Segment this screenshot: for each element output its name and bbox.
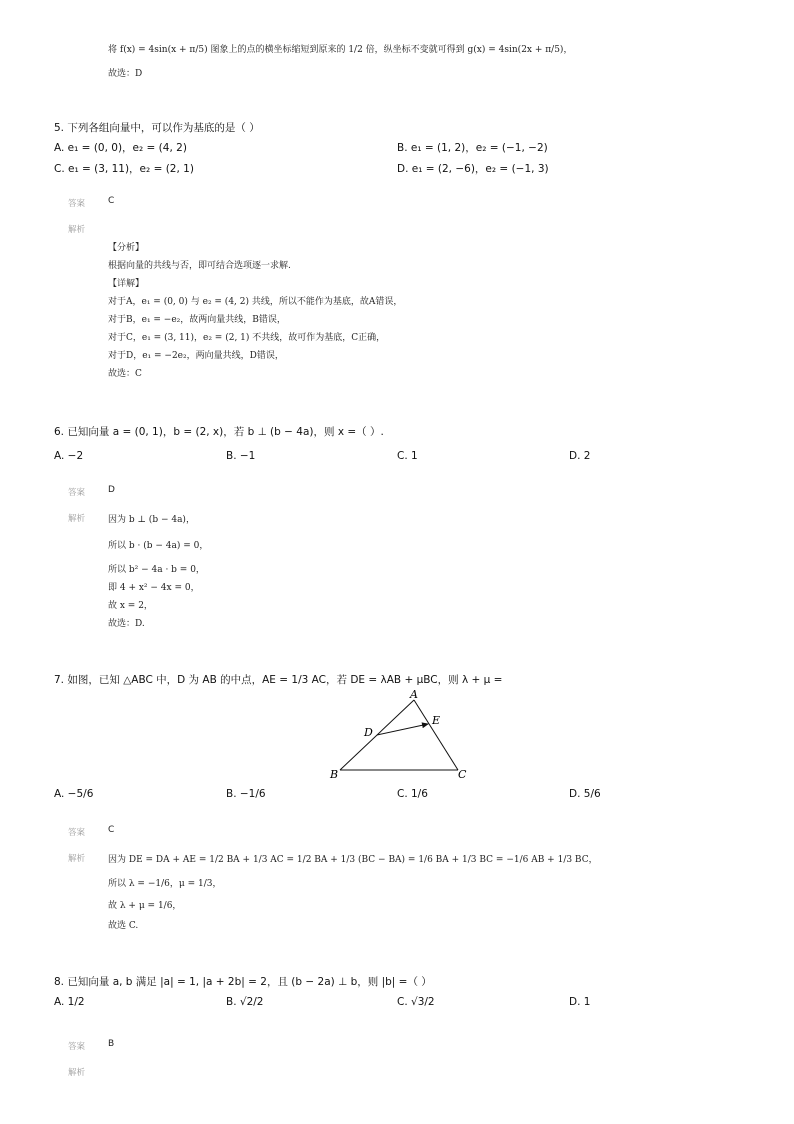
q6-option-c: C. 1 — [397, 450, 418, 462]
q7-analysis-line: 故 λ + μ = 1/6， — [108, 901, 182, 911]
q5-analysis-line: 对于D，e₁ = −2e₂，两向量共线，D错误， — [108, 351, 284, 361]
q6-analysis-line: 所以 b · (b − 4a) = 0， — [108, 541, 209, 551]
q7-option-d: D. 5/6 — [569, 788, 601, 800]
prev-solution-line-1: 将 f(x) = 4sin(x + π/5) 图象上的点的横坐标缩短到原来的 1/2 倍，纵坐标不变就可得到 g(x) = 4sin(2x + π/5)， — [108, 45, 573, 55]
q5-option-d: D. e₁ = (2, −6)，e₂ = (−1, 3) — [397, 163, 549, 175]
vector-de — [377, 724, 428, 735]
q5-analysis-line: 对于A，e₁ = (0, 0) 与 e₂ = (4, 2) 共线，所以不能作为基底，故A错误， — [108, 297, 403, 307]
q8-analysis-label: 解析 — [68, 1068, 86, 1078]
q5-option-c: C. e₁ = (3, 11)，e₂ = (2, 1) — [54, 163, 194, 175]
q7-analysis-line: 所以 λ = −1/6，μ = 1/3， — [108, 879, 222, 889]
q5-analysis-line: 【分析】 — [108, 243, 145, 253]
side-ac — [414, 700, 458, 770]
q8-option-b: B. √2/2 — [226, 996, 264, 1008]
q6-answer-label: 答案 — [68, 488, 86, 498]
q5-analysis-line: 根据向量的共线与否，即可结合选项逐一求解. — [108, 261, 291, 271]
point-label-d: D — [364, 726, 373, 739]
q6-option-a: A. −2 — [54, 450, 84, 462]
q6-analysis-line: 所以 b² − 4a · b = 0， — [108, 565, 205, 575]
q8-option-a: A. 1/2 — [54, 996, 85, 1008]
q8-stem: 8. 已知向量 a, b 满足 |a| = 1, |a + 2b| = 2，且 (b − 2a) ⊥ b，则 |b| =（ ） — [54, 976, 432, 988]
q6-option-d: D. 2 — [569, 450, 591, 462]
q7-analysis-line: 故选 C. — [108, 921, 139, 931]
q5-answer-label: 答案 — [68, 199, 86, 209]
q8-answer-value: B — [108, 1039, 115, 1049]
q6-analysis-line: 即 4 + x² − 4x = 0， — [108, 583, 200, 593]
q7-answer-label: 答案 — [68, 828, 86, 838]
q5-analysis-line: 【详解】 — [108, 279, 145, 289]
triangle-figure — [320, 688, 480, 784]
q5-answer-value: C — [108, 196, 115, 206]
q6-analysis-line: 故选：D. — [108, 619, 145, 629]
vertex-label-a: A — [410, 688, 418, 701]
q8-option-c: C. √3/2 — [397, 996, 435, 1008]
q6-answer-value: D — [108, 485, 115, 495]
q5-option-b: B. e₁ = (1, 2)，e₂ = (−1, −2) — [397, 142, 548, 154]
q5-stem: 5. 下列各组向量中，可以作为基底的是（ ） — [54, 122, 260, 134]
q7-option-a: A. −5/6 — [54, 788, 94, 800]
point-label-e: E — [432, 714, 441, 727]
q7-option-b: B. −1/6 — [226, 788, 266, 800]
q5-analysis-line: 对于C，e₁ = (3, 11)，e₂ = (2, 1) 不共线，故可作为基底，C正确， — [108, 333, 386, 343]
q8-answer-label: 答案 — [68, 1042, 86, 1052]
q7-analysis-line: 因为 DE = DA + AE = 1/2 BA + 1/3 AC = 1/2 BA + 1/3 (BC − BA) = 1/6 BA + 1/3 BC = −1/6 AB + 1/3 BC， — [108, 855, 598, 865]
q6-stem: 6. 已知向量 a = (0, 1)，b = (2, x)，若 b ⊥ (b − 4a)，则 x =（ ）. — [54, 426, 384, 438]
q8-option-d: D. 1 — [569, 996, 591, 1008]
q5-option-a: A. e₁ = (0, 0)，e₂ = (4, 2) — [54, 142, 187, 154]
q7-option-c: C. 1/6 — [397, 788, 428, 800]
q6-analysis-line: 故 x = 2， — [108, 601, 153, 611]
q5-analysis-line: 故选：C — [108, 369, 142, 379]
q6-analysis-label: 解析 — [68, 514, 86, 524]
q6-analysis-line: 因为 b ⊥ (b − 4a)， — [108, 515, 195, 525]
q7-analysis-label: 解析 — [68, 854, 86, 864]
q7-stem: 7. 如图，已知 △ABC 中，D 为 AB 的中点，AE = 1/3 AC，若 DE = λAB + μBC，则 λ + μ = — [54, 674, 503, 686]
vertex-label-c: C — [458, 768, 467, 781]
vertex-label-b: B — [330, 768, 339, 781]
q5-analysis-line: 对于B，e₁ = −e₂，故两向量共线，B错误， — [108, 315, 286, 325]
q5-analysis-label: 解析 — [68, 225, 86, 235]
q6-option-b: B. −1 — [226, 450, 256, 462]
q7-answer-value: C — [108, 825, 115, 835]
prev-solution-line-2: 故选：D — [108, 69, 143, 79]
